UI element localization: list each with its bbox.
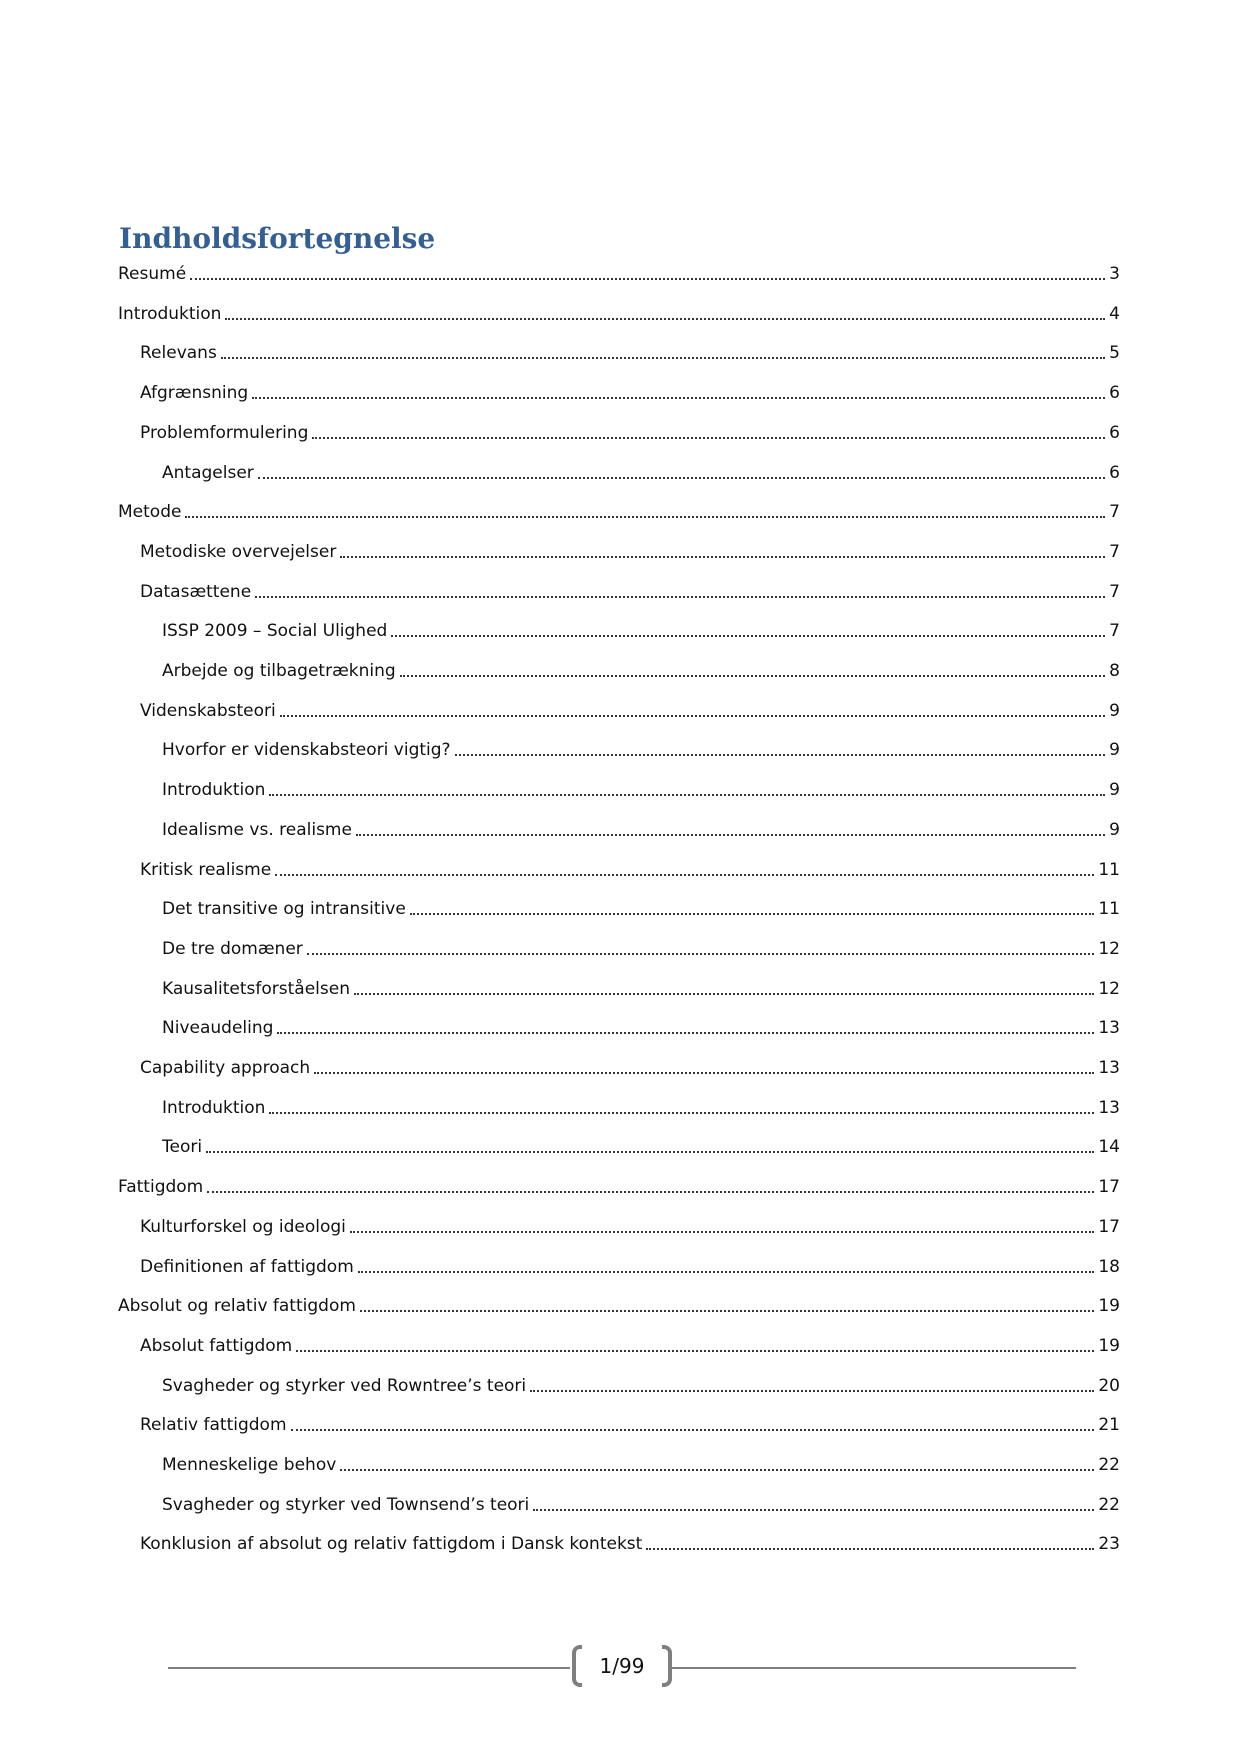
toc-entry[interactable]	[140, 1056, 1120, 1080]
toc-dot-leader	[206, 1151, 1094, 1153]
toc-entry-page: 9	[1109, 820, 1120, 840]
toc-entry-label: Relevans	[140, 343, 217, 363]
toc-entry[interactable]	[140, 1413, 1120, 1437]
toc-dot-leader	[185, 516, 1105, 518]
toc-dot-leader	[358, 1271, 1095, 1273]
toc-entry-label: Svagheder og styrker ved Townsend’s teori	[162, 1495, 530, 1515]
toc-entry-label: Resumé	[118, 264, 187, 284]
toc-entry[interactable]	[162, 659, 1120, 683]
toc-entry-label: Introduktion	[118, 304, 222, 324]
toc-dot-leader	[207, 1191, 1094, 1193]
toc-entry[interactable]	[140, 381, 1120, 405]
toc-entry[interactable]	[118, 1175, 1120, 1199]
toc-entry[interactable]	[140, 699, 1120, 723]
toc-dot-leader	[314, 1072, 1094, 1074]
toc-entry-label: Kausalitetsforståelsen	[162, 979, 350, 999]
toc-dot-leader	[340, 1469, 1094, 1471]
toc-entry-label: Konklusion af absolut og relativ fattigdom i Dansk kontekst	[140, 1534, 643, 1554]
toc-entry-page: 6	[1109, 383, 1120, 403]
toc-entry[interactable]	[162, 1374, 1120, 1398]
toc-entry-label: Kritisk realisme	[140, 860, 272, 880]
toc-dot-leader	[225, 318, 1105, 320]
toc-entry-page: 19	[1098, 1296, 1120, 1316]
toc-entry[interactable]	[140, 580, 1120, 604]
toc-entry-label: Fattigdom	[118, 1177, 204, 1197]
toc-dot-leader	[530, 1390, 1094, 1392]
toc-entry[interactable]	[162, 1453, 1120, 1477]
toc-dot-leader	[296, 1350, 1094, 1352]
toc-entry-label: Kulturforskel og ideologi	[140, 1217, 346, 1237]
toc-dot-leader	[277, 1032, 1094, 1034]
toc-entry-page: 14	[1098, 1137, 1120, 1157]
toc-entry-label: Videnskabsteori	[140, 701, 276, 721]
toc-entry-page: 13	[1098, 1018, 1120, 1038]
toc-entry-label: Hvorfor er videnskabsteori vigtig?	[162, 740, 451, 760]
toc-dot-leader	[255, 596, 1105, 598]
toc-entry[interactable]	[140, 540, 1120, 564]
footer-rule-right	[670, 1667, 1076, 1669]
toc-entry-page: 5	[1109, 343, 1120, 363]
toc-dot-leader	[258, 477, 1105, 479]
toc-dot-leader	[356, 834, 1105, 836]
toc-dot-leader	[291, 1429, 1095, 1431]
toc-dot-leader	[354, 993, 1094, 995]
toc-dot-leader	[307, 953, 1095, 955]
toc-entry-page: 12	[1098, 939, 1120, 959]
toc-entry-page: 21	[1098, 1415, 1120, 1435]
toc-entry-page: 22	[1098, 1455, 1120, 1475]
toc-entry-label: De tre domæner	[162, 939, 303, 959]
toc-entry-label: Introduktion	[162, 780, 266, 800]
toc-entry[interactable]	[162, 778, 1120, 802]
toc-entry[interactable]	[118, 500, 1120, 524]
toc-dot-leader	[312, 437, 1105, 439]
toc-entry-page: 7	[1109, 582, 1120, 602]
toc-entry-label: Definitionen af fattigdom	[140, 1257, 354, 1277]
toc-dot-leader	[221, 357, 1105, 359]
toc-entry-label: Introduktion	[162, 1098, 266, 1118]
toc-entry[interactable]	[162, 937, 1120, 961]
page-number: 1/99	[599, 1654, 645, 1678]
toc-entry[interactable]	[140, 1532, 1120, 1556]
toc-entry[interactable]	[162, 738, 1120, 762]
toc-entry-page: 11	[1098, 899, 1120, 919]
toc-entry-label: Menneskelige behov	[162, 1455, 337, 1475]
toc-entry-label: Afgrænsning	[140, 383, 249, 403]
toc-entry[interactable]	[162, 461, 1120, 485]
toc-entry-page: 6	[1109, 463, 1120, 483]
toc-entry-page: 4	[1109, 304, 1120, 324]
toc-dot-leader	[455, 754, 1106, 756]
toc-entry-label: Arbejde og tilbagetrækning	[162, 661, 396, 681]
toc-entry-label: Idealisme vs. realisme	[162, 820, 352, 840]
toc-entry-label: Teori	[162, 1137, 203, 1157]
toc-dot-leader	[391, 635, 1105, 637]
toc-entry-page: 7	[1109, 502, 1120, 522]
toc-entry-page: 9	[1109, 701, 1120, 721]
toc-entry-label: Relativ fattigdom	[140, 1415, 287, 1435]
toc-entry[interactable]	[162, 897, 1120, 921]
toc-entry[interactable]	[162, 1135, 1120, 1159]
toc-entry-page: 7	[1109, 542, 1120, 562]
toc-entry-label: Absolut fattigdom	[140, 1336, 293, 1356]
toc-entry-label: Metodiske overvejelser	[140, 542, 337, 562]
toc-entry-page: 13	[1098, 1098, 1120, 1118]
toc-entry-label: Antagelser	[162, 463, 254, 483]
toc-entry-label: Capability approach	[140, 1058, 311, 1078]
toc-dot-leader	[400, 675, 1106, 677]
toc-dot-leader	[280, 715, 1105, 717]
toc-entry[interactable]	[162, 1016, 1120, 1040]
toc-entry[interactable]	[162, 1096, 1120, 1120]
toc-dot-leader	[252, 397, 1105, 399]
toc-dot-leader	[269, 1112, 1094, 1114]
toc-dot-leader	[646, 1548, 1094, 1550]
toc-entry[interactable]	[140, 421, 1120, 445]
page-footer	[168, 1643, 1076, 1693]
toc-entry-page: 7	[1109, 621, 1120, 641]
toc-entry-page: 17	[1098, 1217, 1120, 1237]
toc-entry[interactable]	[140, 858, 1120, 882]
toc-entry-page: 9	[1109, 780, 1120, 800]
toc-entry[interactable]	[140, 1334, 1120, 1358]
toc-dot-leader	[190, 278, 1105, 280]
toc-entry[interactable]	[162, 977, 1120, 1001]
toc-dot-leader	[533, 1509, 1094, 1511]
toc-entry-page: 6	[1109, 423, 1120, 443]
toc-entry-page: 11	[1098, 860, 1120, 880]
toc-entry[interactable]	[118, 1294, 1120, 1318]
toc-entry-page: 20	[1098, 1376, 1120, 1396]
toc-entry-page: 12	[1098, 979, 1120, 999]
toc-entry[interactable]	[140, 1215, 1120, 1239]
toc-entry[interactable]	[118, 262, 1120, 286]
toc-entry-page: 3	[1109, 264, 1120, 284]
footer-bracket-left	[572, 1645, 582, 1687]
toc-entry[interactable]	[140, 341, 1120, 365]
toc-entry-label: Problemformulering	[140, 423, 309, 443]
toc-dot-leader	[410, 913, 1095, 915]
toc-dot-leader	[275, 874, 1094, 876]
toc-entry-label: Svagheder og styrker ved Rowntree’s teori	[162, 1376, 527, 1396]
toc-entry-page: 17	[1098, 1177, 1120, 1197]
toc-entry-label: Niveaudeling	[162, 1018, 274, 1038]
toc-entry-page: 19	[1098, 1336, 1120, 1356]
toc-entry-page: 9	[1109, 740, 1120, 760]
toc-entry-page: 22	[1098, 1495, 1120, 1515]
toc-entry[interactable]	[118, 302, 1120, 326]
toc-entry[interactable]	[140, 1255, 1120, 1279]
toc-entry-page: 13	[1098, 1058, 1120, 1078]
toc-entry-page: 8	[1109, 661, 1120, 681]
toc-entry-page: 18	[1098, 1257, 1120, 1277]
toc-dot-leader	[360, 1310, 1094, 1312]
toc-entry-page: 23	[1098, 1534, 1120, 1554]
footer-rule-left	[168, 1667, 570, 1669]
toc-entry-label: Absolut og relativ fattigdom	[118, 1296, 356, 1316]
toc-entry-label: Metode	[118, 502, 182, 522]
footer-bracket-right	[662, 1645, 672, 1687]
toc-entry[interactable]	[162, 1493, 1120, 1517]
toc-dot-leader	[340, 556, 1105, 558]
toc-entry[interactable]	[162, 818, 1120, 842]
toc-title: Indholdsfortegnelse	[119, 222, 436, 255]
toc-entry-label: ISSP 2009 – Social Ulighed	[162, 621, 388, 641]
toc-dot-leader	[350, 1231, 1094, 1233]
toc-entry[interactable]	[162, 619, 1120, 643]
toc-entry-label: Det transitive og intransitive	[162, 899, 406, 919]
toc-entry-label: Datasættene	[140, 582, 252, 602]
toc-dot-leader	[269, 794, 1105, 796]
